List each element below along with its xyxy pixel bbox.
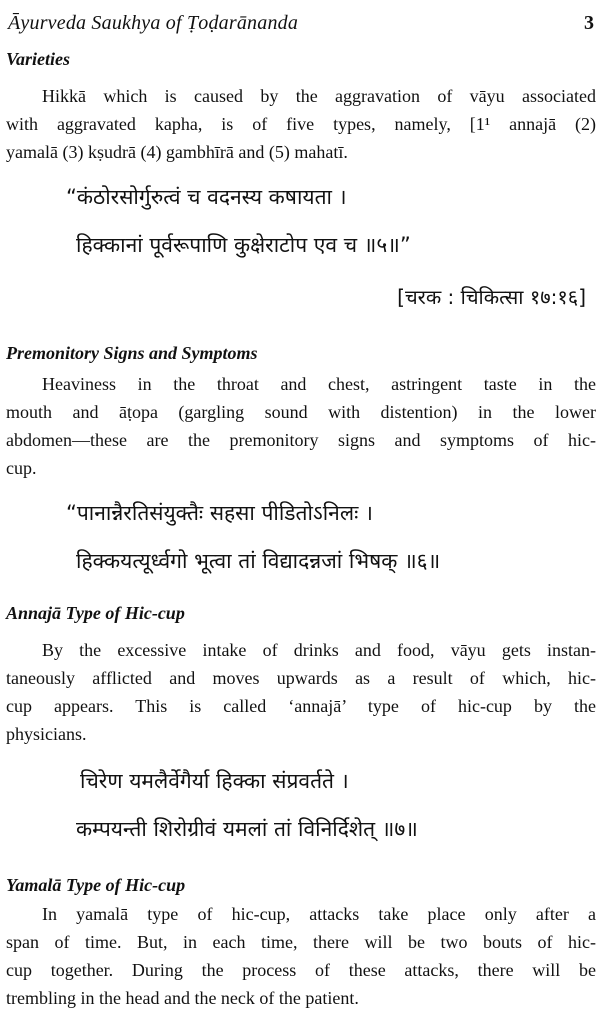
paragraph-premonitory: [6, 370, 596, 482]
verse-line: चिरेण यमलैर्वेगैर्या हिक्का संप्रवर्तते ।: [80, 769, 349, 793]
paragraph-line: physicians.: [6, 724, 87, 744]
paragraph-line: taneously afflicted and moves upwards as a result of which, hic-: [6, 668, 596, 688]
paragraph-line: mouth and āṭopa (gargling sound with distention) in the lower: [6, 402, 596, 422]
running-head: Āyurveda Saukhya of Ṭoḍarānanda: [8, 12, 299, 34]
page-number: 3: [584, 12, 594, 34]
paragraph-line: abdomen—these are the premonitory signs and symptoms of hic-: [6, 430, 596, 450]
paragraph-line: cup.: [6, 458, 37, 478]
section-heading-annaja: Annajā Type of Hic-cup: [6, 603, 185, 623]
paragraph-line: In yamalā type of hic-cup, attacks take place only after a: [42, 904, 596, 924]
paragraph-line: trembling in the head and the neck of the patient.: [6, 988, 359, 1008]
paragraph-line: Heaviness in the throat and chest, astringent taste in the: [42, 374, 596, 394]
section-heading-yamala: Yamalā Type of Hic-cup: [6, 875, 186, 895]
paragraph-line: with aggravated kapha, is of five types, namely, [1¹ annajā (2): [6, 114, 596, 134]
verse-line: कम्पयन्ती शिरोग्रीवं यमलां तां विनिर्दिशेत् ॥७॥: [76, 817, 418, 841]
paragraph-line: By the excessive intake of drinks and food, vāyu gets instan-: [42, 640, 596, 660]
verse-line: हिक्कयत्यूर्ध्वगो भूत्वा तां विद्यादन्नजां भिषक् ॥६॥: [76, 549, 441, 573]
verse-line: “पानान्नैरतिसंयुक्तैः सहसा पीडितोऽनिलः ।: [66, 501, 373, 525]
verse-line: “कंठोरसोर्गुरुत्वं च वदनस्य कषायता ।: [66, 185, 347, 209]
verse-line: हिक्कानां पूर्वरूपाणि कुक्षेराटोप एव च ॥५॥”: [76, 233, 411, 257]
section-heading-varieties: Varieties: [6, 49, 71, 69]
paragraph-line: cup appears. This is called ‘annajā’ type of hic-cup by the: [6, 696, 596, 716]
verse-reference: [चरक : चिकित्सा १७:१६]: [397, 285, 586, 309]
paragraph-line: yamalā (3) kṣudrā (4) gambhīrā and (5) mahatī.: [6, 142, 348, 162]
section-heading-premonitory: Premonitory Signs and Symptoms: [6, 343, 258, 363]
paragraph-line: Hikkā which is caused by the aggravation of vāyu associated: [42, 86, 596, 106]
paragraph-yamala: [6, 900, 596, 1012]
page-header: [8, 8, 594, 38]
paragraph-line: span of time. But, in each time, there will be two bouts of hic-: [6, 932, 596, 952]
paragraph-line: cup together. During the process of these attacks, there will be: [6, 960, 596, 980]
paragraph-annaja: [6, 636, 596, 748]
paragraph-varieties: [6, 82, 596, 166]
